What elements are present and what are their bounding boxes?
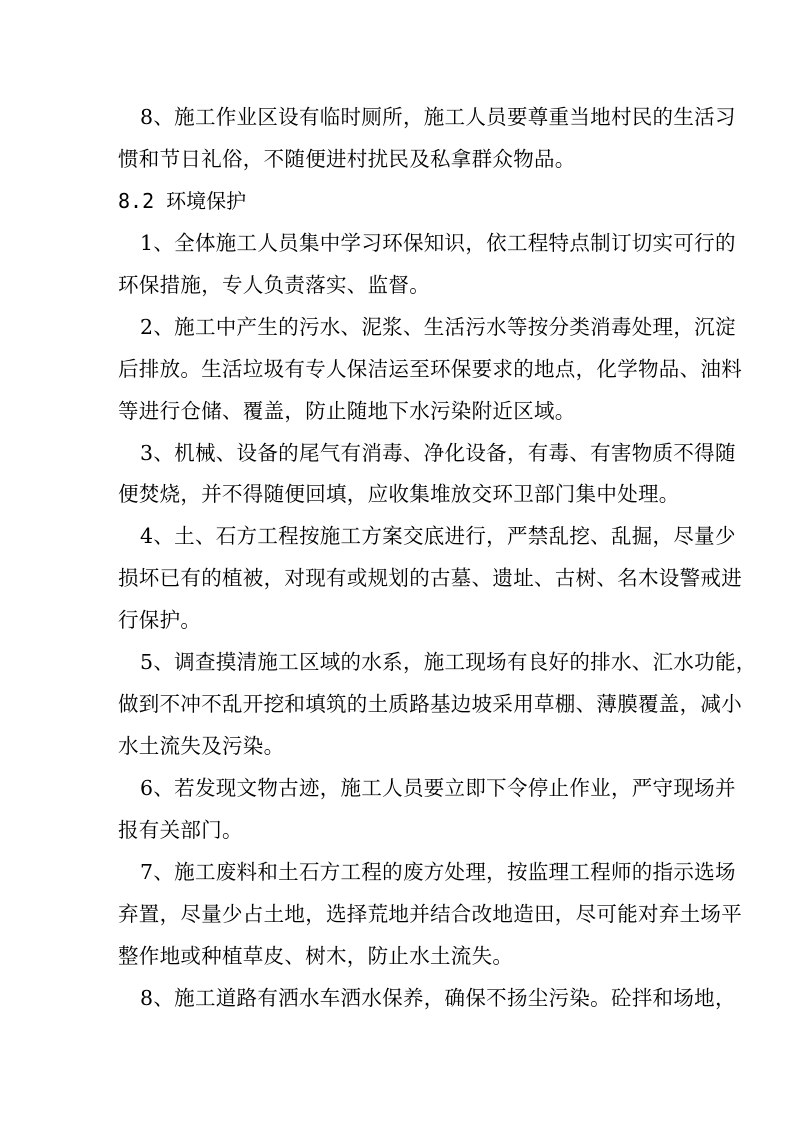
text-line: 弃置，尽量少占土地，选择荒地并结合改地造田，尽可能对弃土场平 bbox=[118, 901, 742, 926]
paragraph bbox=[118, 433, 736, 517]
text-line: 后排放。生活垃圾有专人保洁运至环保要求的地点，化学物品、油料 bbox=[118, 356, 742, 381]
text-line: 环保措施，专人负责落实、监督。 bbox=[118, 272, 430, 297]
text-line: 行保护。 bbox=[118, 608, 202, 633]
text-line: 惯和节日礼俗，不随便进村扰民及私拿群众物品。 bbox=[118, 146, 576, 171]
text-line: 7、施工废料和土石方工程的废方处理，按监理工程师的指示选场 bbox=[140, 859, 736, 884]
text-line: 整作地或种植草皮、树木，防止水土流失。 bbox=[118, 943, 514, 968]
text-line: 报有关部门。 bbox=[118, 817, 243, 842]
text-line: 5、调查摸清施工区域的水系，施工现场有良好的排水、汇水功能， bbox=[140, 650, 757, 675]
text-line: 6、若发现文物古迹，施工人员要立即下令停止作业，严守现场并 bbox=[140, 776, 736, 800]
paragraph bbox=[118, 516, 742, 642]
paragraph bbox=[118, 852, 742, 978]
text-line: 做到不冲不乱开挖和填筑的土质路基边坡采用草棚、薄膜覆盖，减小 bbox=[118, 692, 742, 717]
section-heading: 8.2 环境保护 bbox=[118, 188, 247, 213]
paragraph bbox=[118, 642, 757, 768]
text-line: 便焚烧，并不得随便回填，应收集堆放交环卫部门集中处理。 bbox=[118, 482, 680, 507]
text-line: 8、施工道路有洒水车洒水保养，确保不扬尘污染。砼拌和场地， bbox=[140, 985, 736, 1010]
text-line: 等进行仓储、覆盖，防止随地下水污染附近区域。 bbox=[118, 398, 576, 423]
text-line: 损坏已有的植被，对现有或规划的古墓、遗址、古树、名木设警戒进 bbox=[118, 566, 742, 591]
text-line: 1、全体施工人员集中学习环保知识，依工程特点制订切实可行的 bbox=[140, 230, 736, 255]
document-page bbox=[118, 97, 757, 1020]
paragraph bbox=[118, 768, 736, 852]
text-line: 8、施工作业区设有临时厕所，施工人员要尊重当地村民的生活习 bbox=[140, 105, 736, 129]
paragraph bbox=[118, 307, 742, 433]
text-line: 4、土、石方工程按施工方案交底进行，严禁乱挖、乱掘，尽量少 bbox=[140, 524, 736, 549]
paragraph bbox=[118, 223, 736, 307]
text-line: 3、机械、设备的尾气有消毒、净化设备，有毒、有害物质不得随 bbox=[140, 440, 736, 465]
text-line: 2、施工中产生的污水、泥浆、生活污水等按分类消毒处理，沉淀 bbox=[140, 314, 736, 339]
paragraph bbox=[118, 978, 736, 1020]
paragraph bbox=[118, 97, 736, 181]
text-line: 水土流失及污染。 bbox=[118, 734, 285, 759]
